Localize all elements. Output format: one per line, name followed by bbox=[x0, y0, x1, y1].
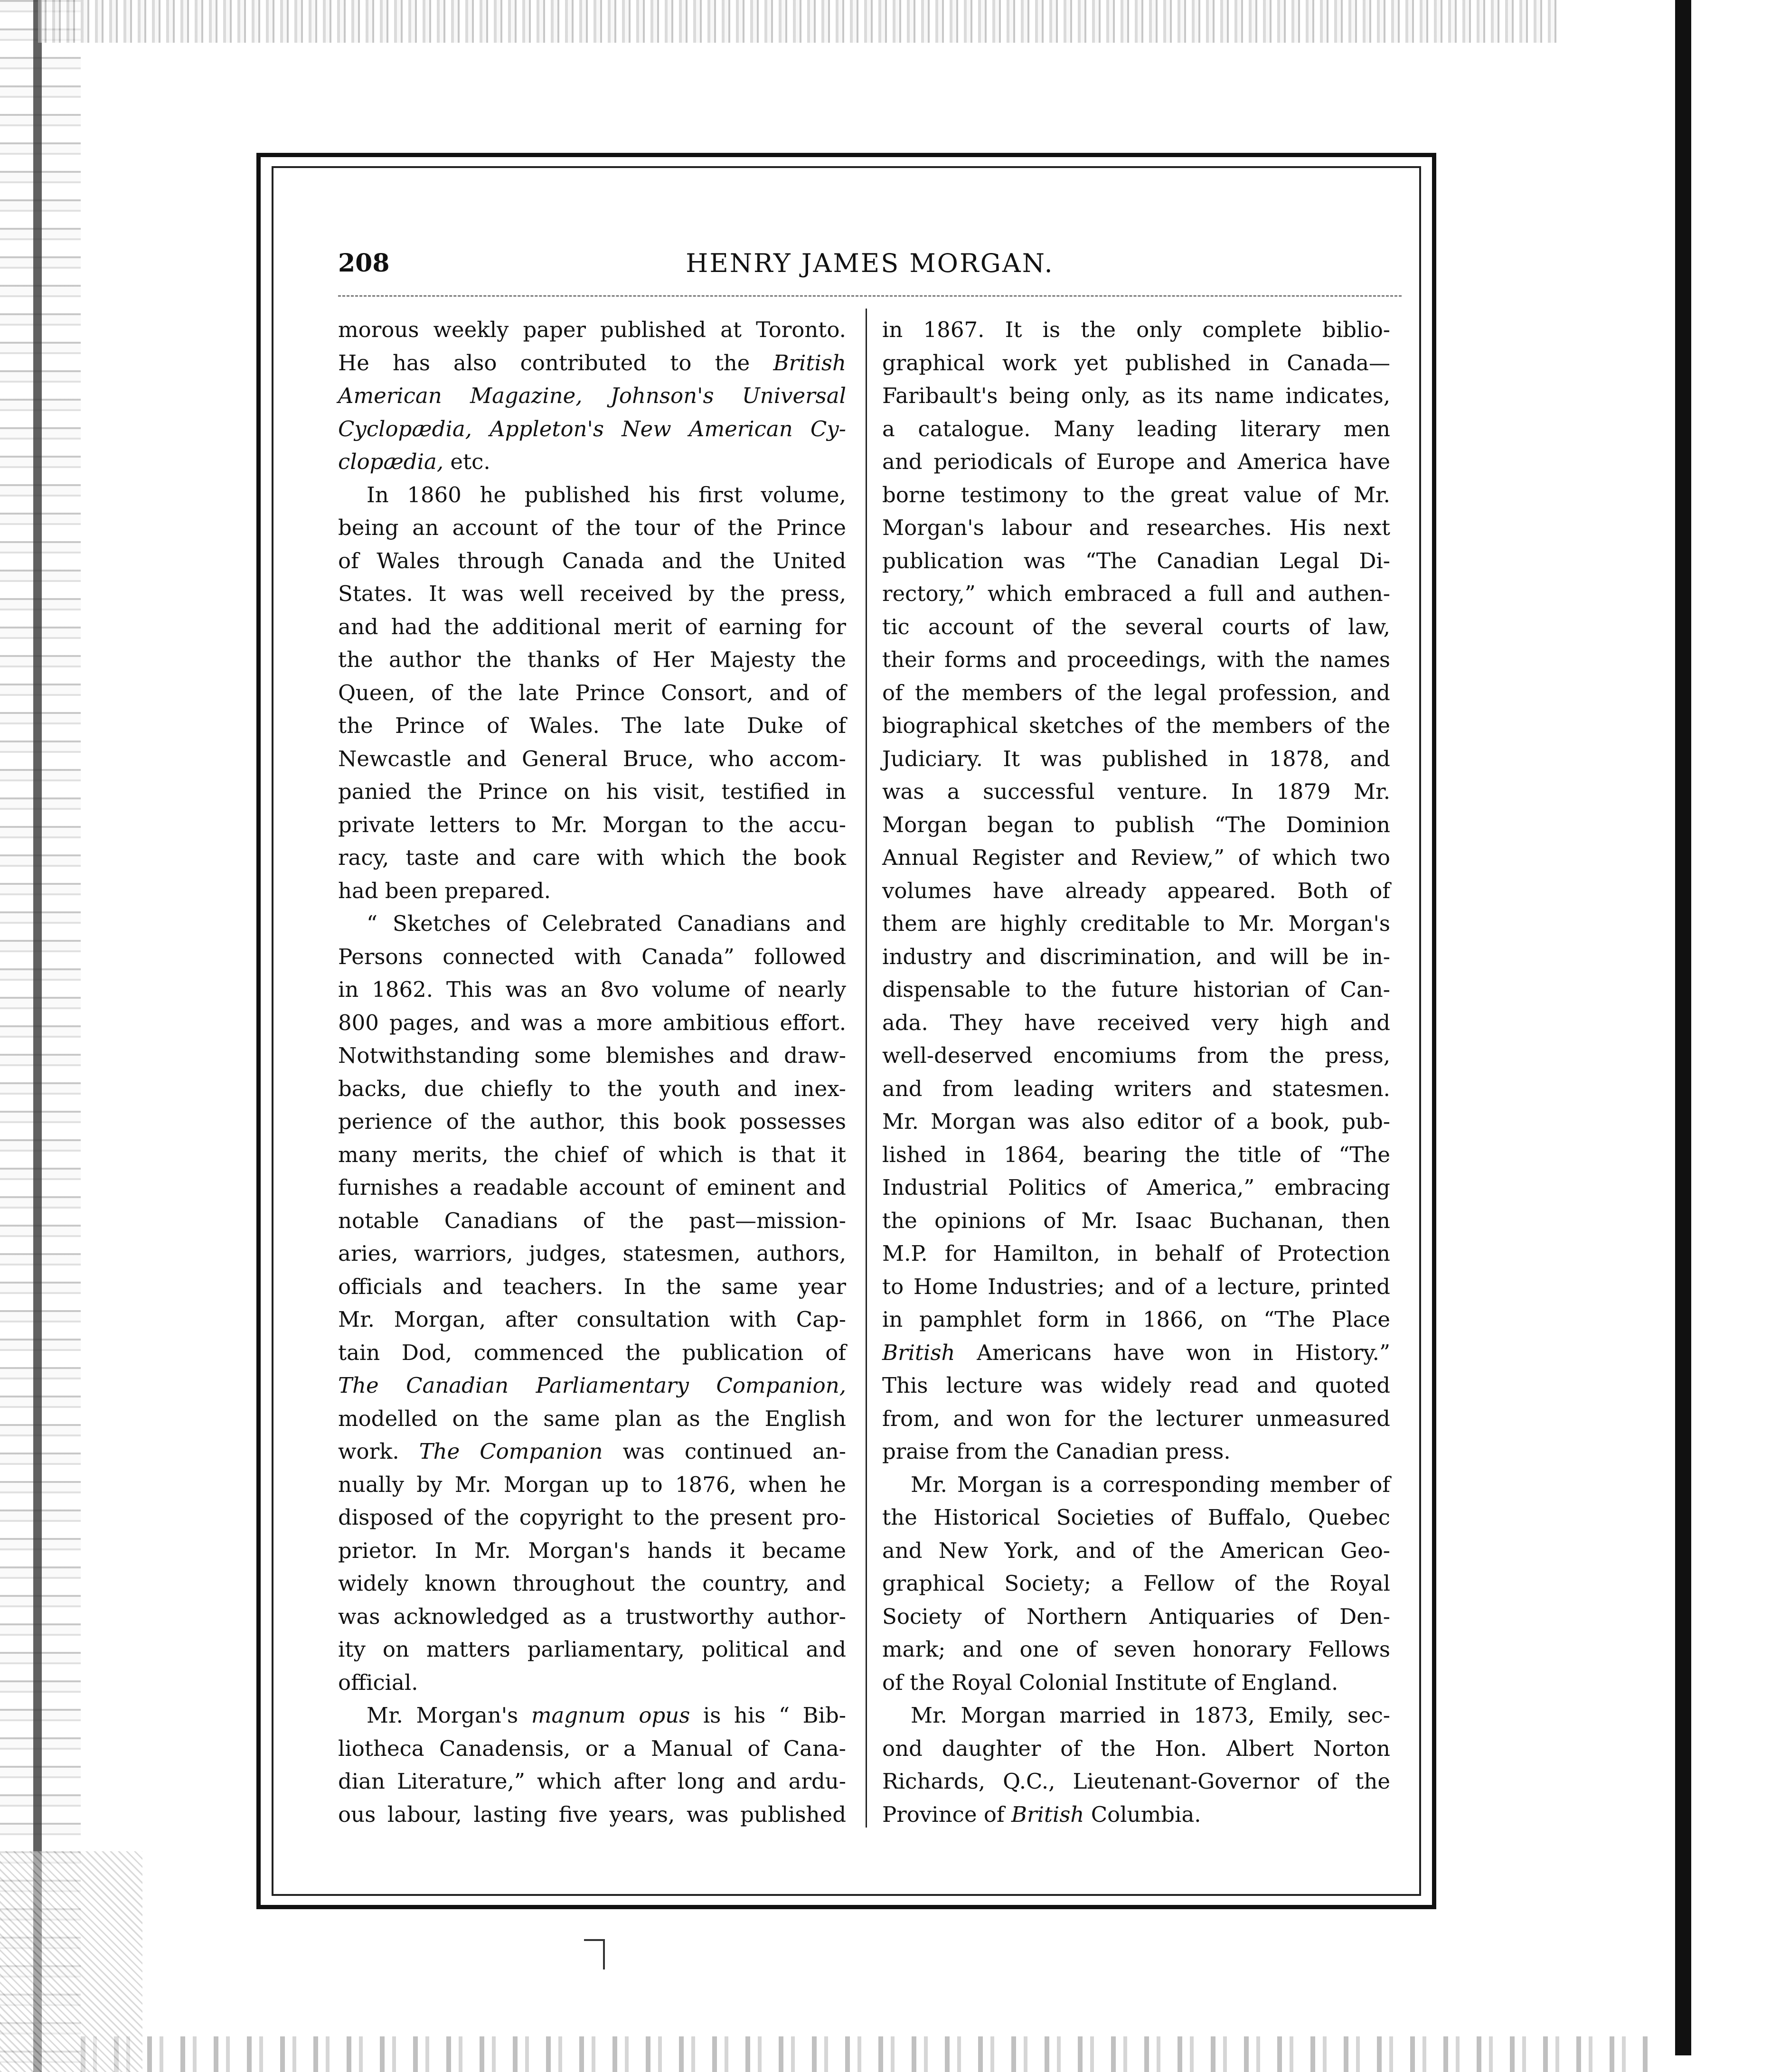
text-line: was a successful venture. In 1879 Mr. bbox=[882, 779, 1390, 804]
text-line: mark; and one of seven honorary Fellows bbox=[882, 1637, 1390, 1662]
text-line: private letters to Mr. Morgan to the accu- bbox=[338, 812, 846, 837]
text-line: publication was “The Canadian Legal Di- bbox=[882, 548, 1390, 573]
text-line: from, and won for the lecturer unmeasured bbox=[882, 1406, 1390, 1431]
text-line: rectory,” which embraced a full and authen- bbox=[882, 581, 1390, 606]
text-line: Mr. Morgan was also editor of a book, pub- bbox=[882, 1109, 1390, 1134]
text-line: The Canadian Parliamentary Companion, bbox=[338, 1373, 846, 1398]
text-line: M.P. for Hamilton, in behalf of Protection bbox=[882, 1241, 1390, 1266]
text-line: industry and discrimination, and will be in- bbox=[882, 944, 1390, 969]
text-line: States. It was well received by the press, bbox=[338, 581, 846, 606]
running-head: HENRY JAMES MORGAN. bbox=[686, 248, 1054, 278]
text-line: biographical sketches of the members of the bbox=[882, 713, 1390, 738]
text-line: tain Dod, commenced the publication of bbox=[338, 1340, 846, 1365]
text-line: prietor. In Mr. Morgan's hands it became bbox=[338, 1538, 846, 1563]
page-number: 208 bbox=[338, 249, 390, 278]
text-line: widely known throughout the country, and bbox=[338, 1571, 846, 1596]
text-line: being an account of the tour of the Prince bbox=[338, 515, 846, 540]
text-line: American Magazine, Johnson's Universal bbox=[338, 383, 846, 408]
text-line: Persons connected with Canada” followed bbox=[338, 944, 846, 969]
text-line: This lecture was widely read and quoted bbox=[882, 1373, 1390, 1398]
text-line: Newcastle and General Bruce, who accom- bbox=[338, 746, 846, 771]
text-line: morous weekly paper published at Toronto. bbox=[338, 317, 846, 342]
scan-edge-left bbox=[33, 0, 42, 2072]
scan-shadow-corner bbox=[0, 1851, 142, 2072]
text-line: Annual Register and Review,” of which two bbox=[882, 845, 1390, 870]
text-line: officials and teachers. In the same year bbox=[338, 1274, 846, 1299]
text-line: of the members of the legal profession, and bbox=[882, 680, 1390, 705]
text-line: Mr. Morgan is a corresponding member of bbox=[911, 1472, 1390, 1497]
text-line: modelled on the same plan as the English bbox=[338, 1406, 846, 1431]
text-line: Judiciary. It was published in 1878, and bbox=[882, 746, 1390, 771]
text-line: borne testimony to the great value of Mr. bbox=[882, 482, 1390, 507]
printer-mark bbox=[584, 1939, 605, 1969]
text-line: the Prince of Wales. The late Duke of bbox=[338, 713, 846, 738]
scan-edge-right bbox=[1675, 0, 1691, 2055]
text-line: Cyclopædia, Appleton's New American Cy- bbox=[338, 416, 846, 441]
text-line: and from leading writers and statesmen. bbox=[882, 1076, 1390, 1101]
text-line: Morgan began to publish “The Dominion bbox=[882, 812, 1390, 837]
text-line: perience of the author, this book possesses bbox=[338, 1109, 846, 1134]
text-line: volumes have already appeared. Both of bbox=[882, 878, 1390, 903]
text-line: Queen, of the late Prince Consort, and of bbox=[338, 680, 846, 705]
text-line: panied the Prince on his visit, testified in bbox=[338, 779, 846, 804]
text-line: the author the thanks of Her Majesty the bbox=[338, 647, 846, 672]
text-line: Notwithstanding some blemishes and draw- bbox=[338, 1043, 846, 1068]
text-line: official. bbox=[338, 1669, 418, 1695]
text-line: in 1862. This was an 8vo volume of nearly bbox=[338, 977, 846, 1002]
text-line: in pamphlet form in 1866, on “The Place bbox=[882, 1307, 1390, 1332]
column-divider bbox=[866, 309, 867, 1828]
text-line: to Home Industries; and of a lecture, printed bbox=[882, 1274, 1390, 1299]
text-line: graphical work yet published in Canada— bbox=[882, 350, 1390, 375]
text-line: Industrial Politics of America,” embracing bbox=[882, 1175, 1390, 1200]
text-line: In 1860 he published his first volume, bbox=[367, 482, 846, 507]
text-line: Mr. Morgan's magnum opus is his “ Bib- bbox=[367, 1703, 847, 1728]
text-line: Faribault's being only, as its name indicates, bbox=[882, 383, 1390, 408]
text-line: notable Canadians of the past—mission- bbox=[338, 1208, 846, 1233]
text-line: Society of Northern Antiquaries of Den- bbox=[882, 1603, 1390, 1629]
text-line: Mr. Morgan married in 1873, Emily, sec- bbox=[911, 1703, 1390, 1728]
text-line: disposed of the copyright to the present pro- bbox=[338, 1505, 846, 1530]
text-line: dispensable to the future historian of Can- bbox=[882, 977, 1390, 1002]
text-line: the Historical Societies of Buffalo, Quebec bbox=[882, 1505, 1390, 1530]
text-line: had been prepared. bbox=[338, 878, 551, 903]
header-rule bbox=[338, 295, 1402, 297]
text-line: racy, taste and care with which the book bbox=[338, 845, 846, 870]
text-line: liotheca Canadensis, or a Manual of Cana- bbox=[338, 1735, 846, 1761]
text-line: Morgan's labour and researches. His next bbox=[882, 515, 1390, 540]
text-line: ond daughter of the Hon. Albert Norton bbox=[882, 1735, 1390, 1761]
scan-shadow-bottom bbox=[81, 2036, 1648, 2072]
text-line: nually by Mr. Morgan up to 1876, when he bbox=[338, 1472, 846, 1497]
text-column-right bbox=[882, 313, 1390, 1831]
text-line: British Americans have won in History.” bbox=[882, 1340, 1390, 1365]
text-line: Province of British Columbia. bbox=[882, 1801, 1201, 1827]
text-line: well-deserved encomiums from the press, bbox=[882, 1043, 1390, 1068]
text-line: clopædia, etc. bbox=[338, 449, 490, 474]
text-line: and had the additional merit of earning for bbox=[338, 614, 846, 639]
text-line: work. The Companion was continued an- bbox=[338, 1439, 846, 1464]
text-column-left bbox=[338, 313, 846, 1831]
text-line: He has also contributed to the British bbox=[338, 350, 846, 375]
text-line: Richards, Q.C., Lieutenant-Governor of the bbox=[882, 1769, 1390, 1794]
text-line: ous labour, lasting five years, was published bbox=[338, 1801, 846, 1827]
scan-shadow-top bbox=[38, 0, 1557, 43]
text-line: tic account of the several courts of law, bbox=[882, 614, 1390, 639]
text-line: ada. They have received very high and bbox=[882, 1010, 1390, 1035]
text-line: and periodicals of Europe and America have bbox=[882, 449, 1390, 474]
text-line: their forms and proceedings, with the names bbox=[882, 647, 1390, 672]
text-line: many merits, the chief of which is that it bbox=[338, 1142, 846, 1167]
text-line: a catalogue. Many leading literary men bbox=[882, 416, 1390, 441]
text-line: praise from the Canadian press. bbox=[882, 1439, 1231, 1464]
page-header bbox=[338, 244, 1402, 282]
text-line: Mr. Morgan, after consultation with Cap- bbox=[338, 1307, 846, 1332]
text-line: backs, due chiefly to the youth and inex- bbox=[338, 1076, 846, 1101]
text-line: dian Literature,” which after long and ardu- bbox=[338, 1769, 846, 1794]
text-line: ity on matters parliamentary, political and bbox=[338, 1637, 846, 1662]
text-line: 800 pages, and was a more ambitious effort. bbox=[338, 1010, 846, 1035]
text-line: furnishes a readable account of eminent and bbox=[338, 1175, 846, 1200]
text-line: of the Royal Colonial Institute of England. bbox=[882, 1669, 1338, 1695]
text-line: was acknowledged as a trustworthy author- bbox=[338, 1603, 846, 1629]
text-line: the opinions of Mr. Isaac Buchanan, then bbox=[882, 1208, 1390, 1233]
text-line: aries, warriors, judges, statesmen, authors, bbox=[338, 1241, 846, 1266]
text-line: in 1867. It is the only complete biblio- bbox=[882, 317, 1390, 342]
text-line: graphical Society; a Fellow of the Royal bbox=[882, 1571, 1390, 1596]
text-line: and New York, and of the American Geo- bbox=[882, 1538, 1390, 1563]
text-line: lished in 1864, bearing the title of “The bbox=[882, 1142, 1390, 1167]
text-line: them are highly creditable to Mr. Morgan's bbox=[882, 911, 1390, 936]
text-line: of Wales through Canada and the United bbox=[338, 548, 846, 573]
text-line: “ Sketches of Celebrated Canadians and bbox=[367, 911, 846, 936]
